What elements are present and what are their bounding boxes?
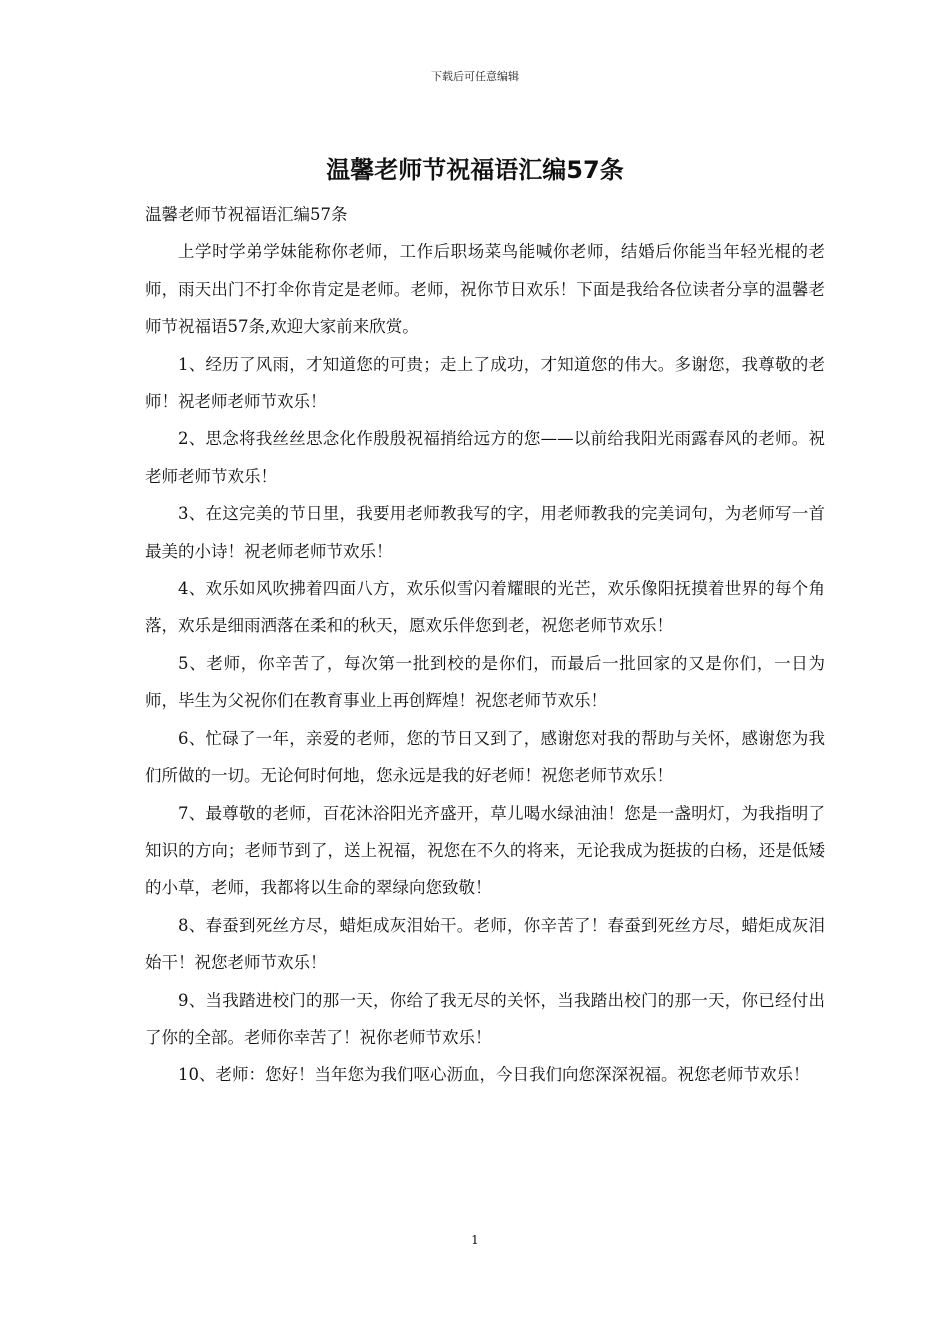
paragraph-6: 6、忙碌了一年，亲爱的老师，您的节日又到了，感谢您对我的帮助与关怀，感谢您为我们所做的一切。无论何时何地，您永远是我的好老师！祝您老师节欢乐！ (145, 728, 825, 786)
paragraph-10: 10、老师：您好！当年您为我们呕心沥血，今日我们向您深深祝福。祝您老师节欢乐！ (178, 1065, 810, 1085)
paragraph-2: 2、思念将我丝丝思念化作殷殷祝福捎给远方的您——以前给我阳光雨露春风的老师。祝老师老师节欢乐！ (145, 429, 825, 486)
paragraph-1: 1、经历了风雨，才知道您的可贵；走上了成功，才知道您的伟大。多谢您，我尊敬的老师！祝老师老师节欢乐！ (145, 354, 825, 412)
paragraph-4: 4、欢乐如风吹拂着四面八方，欢乐似雪闪着耀眼的光芒，欢乐像阳抚摸着世界的每个角落，欢乐是细雨洒落在柔和的秋天，愿欢乐伴您到老，祝您老师节欢乐！ (145, 579, 825, 636)
document-body (145, 196, 825, 1094)
document-title: 温馨老师节祝福语汇编57条 (326, 156, 624, 184)
page-number: 1 (471, 1233, 479, 1247)
paragraph-7: 7、最尊敬的老师，百花沐浴阳光齐盛开，草儿喝水绿油油！您是一盏明灯，为我指明了知识的方向；老师节到了，送上祝福，祝您在不久的将来，无论我成为挺拔的白杨，还是低矮的小草，老师，我都将以生命的翠绿向您致敬！ (145, 803, 825, 898)
paragraph-3: 3、在这完美的节日里，我要用老师教我写的字，用老师教我的完美词句，为老师写一首最美的小诗！祝老师老师节欢乐！ (145, 504, 825, 561)
document-subtitle: 温馨老师节祝福语汇编57条 (145, 205, 348, 224)
paragraph-intro: 上学时学弟学妹能称你老师，工作后职场菜鸟能喊你老师，结婚后你能当年轻光棍的老师，雨天出门不打伞你肯定是老师。老师，祝你节日欢乐！下面是我给各位读者分享的温馨老师节祝福语57条,欢迎大家前来欣赏。 (145, 242, 825, 337)
paragraph-8: 8、春蚕到死丝方尽，蜡炬成灰泪始干。老师，你辛苦了！春蚕到死丝方尽，蜡炬成灰泪始干！祝您老师节欢乐！ (145, 915, 825, 973)
header-note: 下载后可任意编辑 (431, 70, 519, 83)
paragraph-9: 9、当我踏进校门的那一天，你给了我无尽的关怀，当我踏出校门的那一天，你已经付出了你的全部。老师你幸苦了！祝你老师节欢乐！ (145, 990, 825, 1047)
paragraph-5: 5、老师，你辛苦了，每次第一批到校的是你们，而最后一批回家的又是你们，一日为师，毕生为父祝你们在教育事业上再创辉煌！祝您老师节欢乐！ (145, 653, 825, 711)
